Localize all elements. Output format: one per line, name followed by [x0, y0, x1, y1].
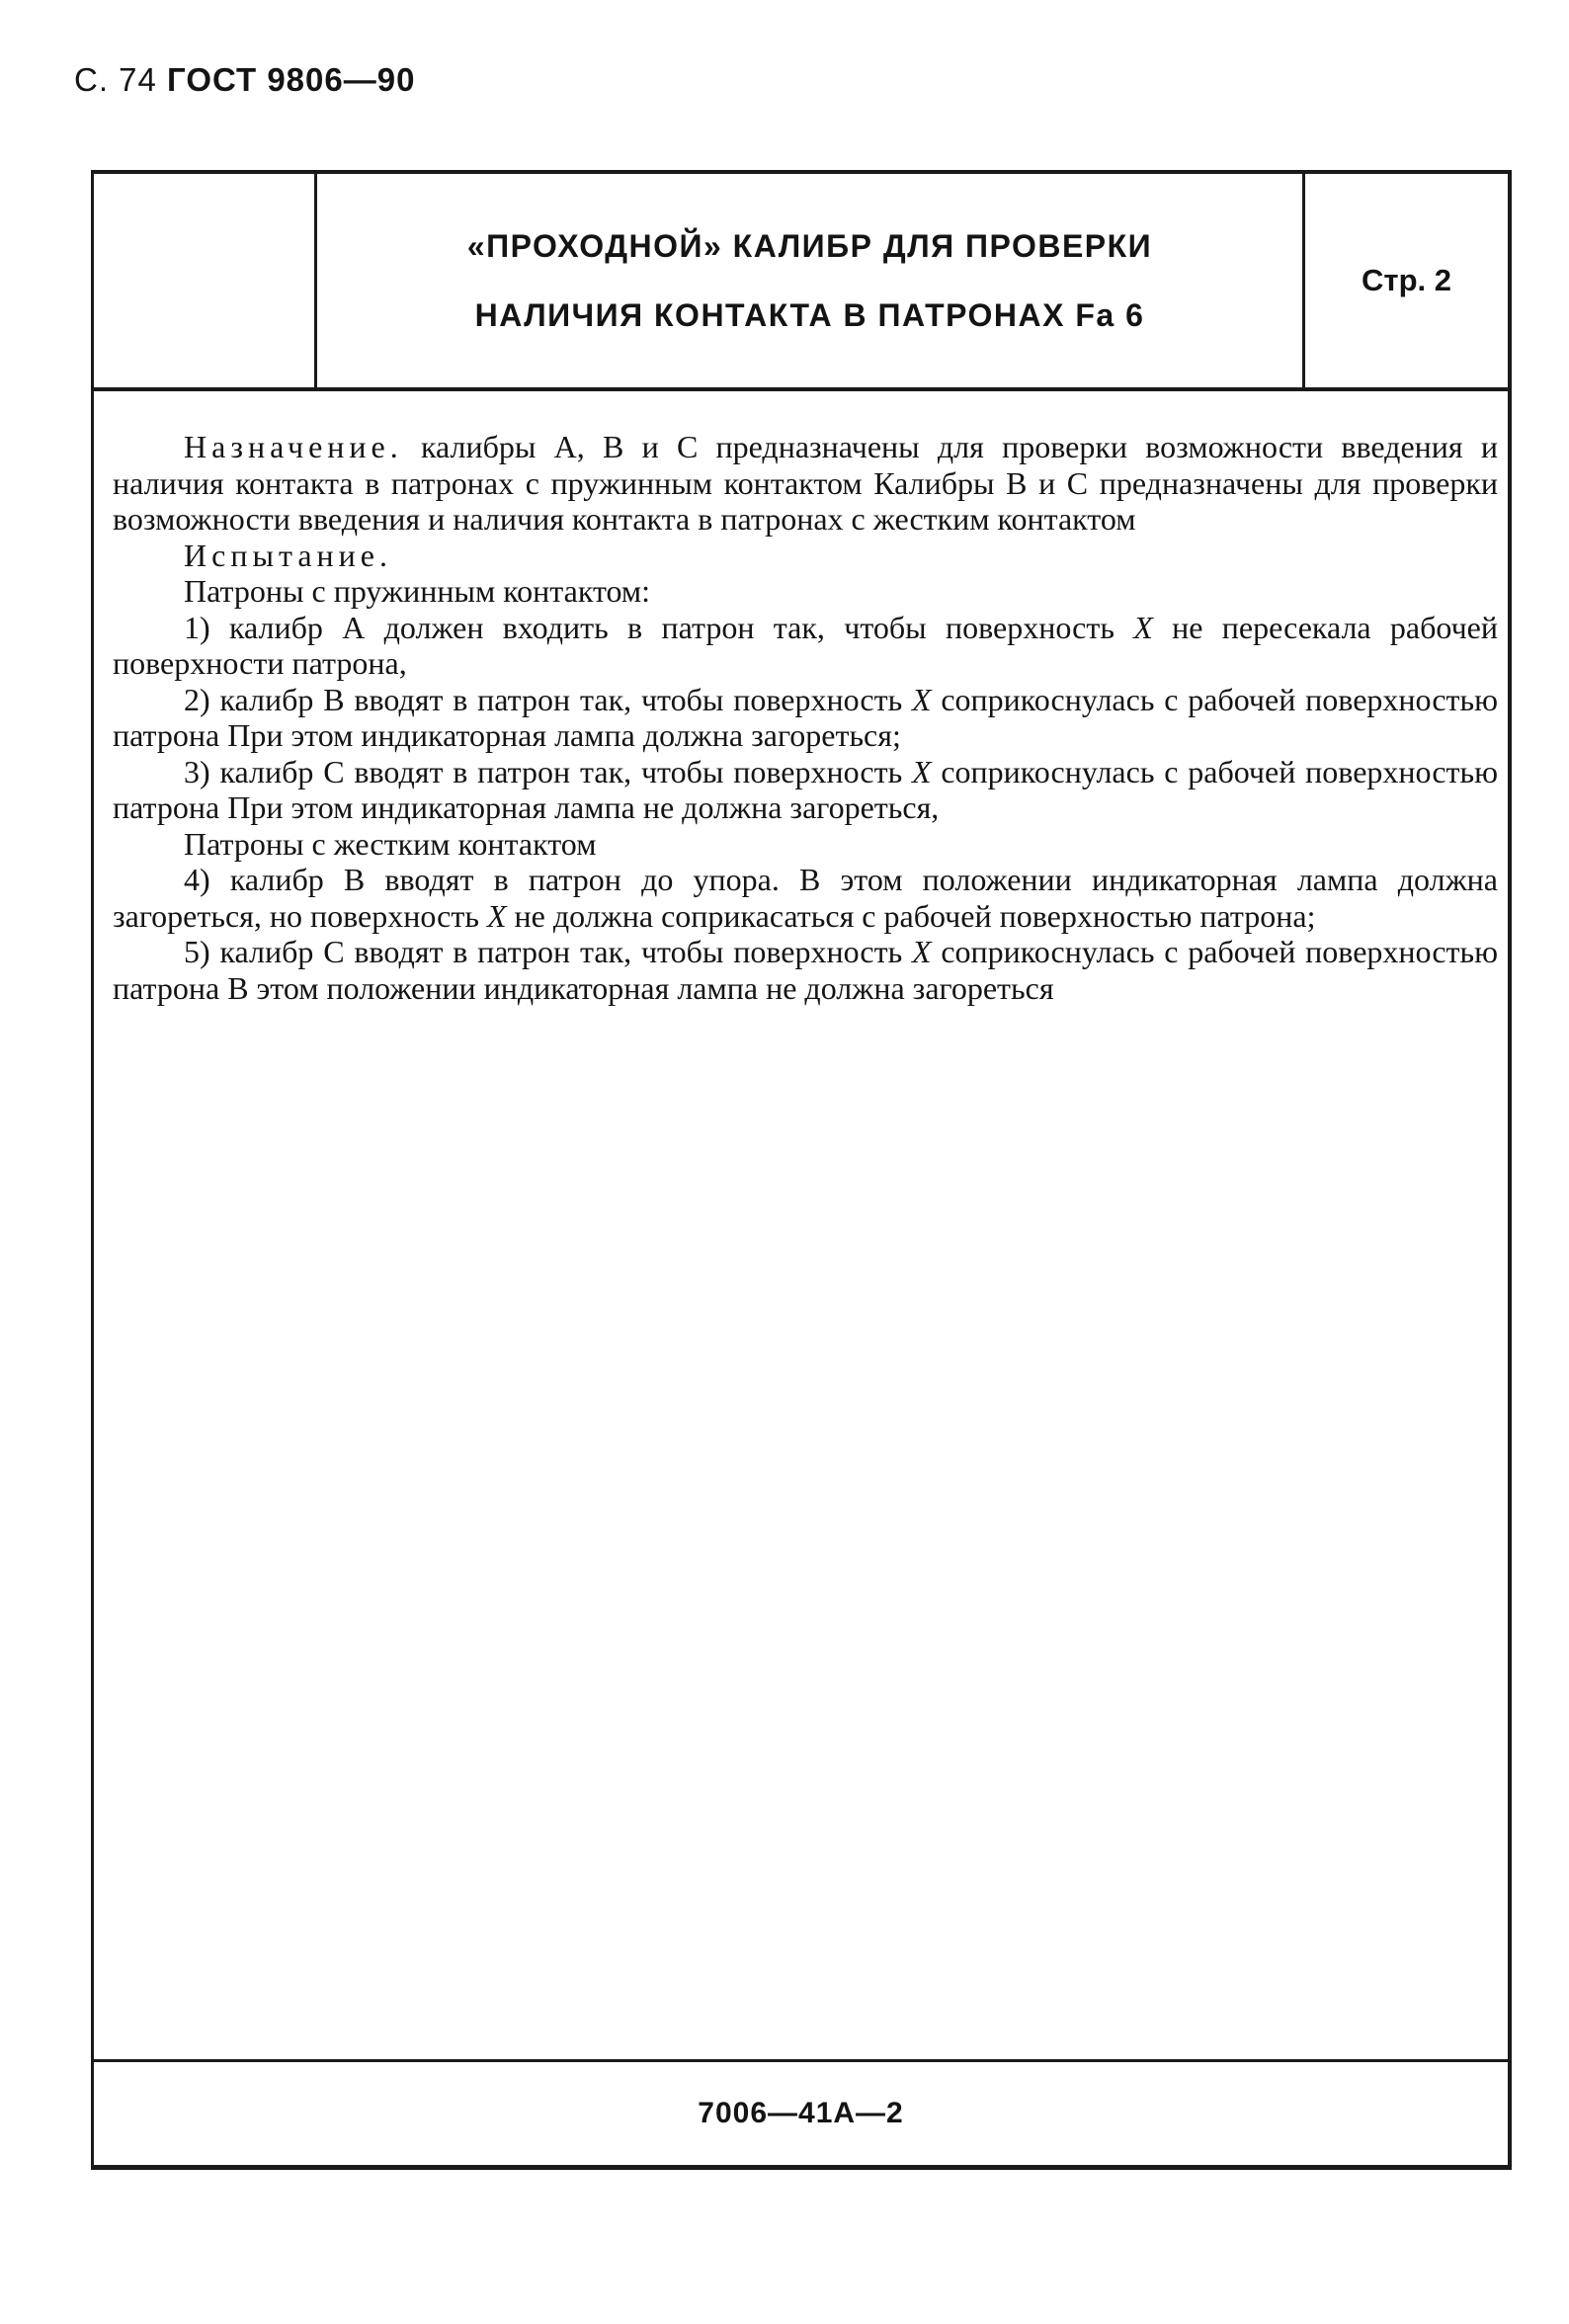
title-line-2: НАЛИЧИЯ КОНТАКТА В ПАТРОНАХ Fa 6 — [474, 297, 1145, 333]
list-item-3-text-a: 3) калибр С вводят в патрон так, чтобы поверхность — [184, 753, 912, 789]
document-frame — [91, 170, 1512, 2170]
test-label-paragraph — [113, 538, 1498, 574]
surface-variable: X — [911, 934, 932, 969]
title-cell — [317, 174, 1305, 387]
list-item-3 — [113, 754, 1498, 826]
list-item-2-text-b: соприкоснулась с рабочей поверхностью патрона При этом индикаторная лампа должна загореться; — [113, 681, 1499, 753]
list-item-2-text-a: 2) калибр В вводят в патрон так, чтобы поверхность — [184, 681, 912, 717]
list-item-3-text-b: соприкоснулась с рабочей поверхностью патрона При этом индикаторная лампа не должна загореться, — [113, 753, 1499, 825]
surface-variable: X — [911, 753, 932, 789]
surface-variable: X — [911, 681, 932, 717]
test-label: Испытание. — [184, 537, 392, 573]
list-item-4-text-a: 4) калибр В вводят в патрон до упора. В этом положении индикаторная лампа должна загореться, но поверхность — [113, 862, 1498, 934]
list-item-4 — [113, 862, 1498, 934]
purpose-text: калибры А, В и С предназначены для проверки возможности введения и наличия контакта в патронах с пружинным контактом Калибры В и С предназначены для проверки возможности введения и наличия контакта в патронах с жестким контактом — [113, 429, 1498, 537]
list-item-1-text-a: 1) калибр А должен входить в патрон так, чтобы поверхность — [184, 609, 1134, 645]
page-header — [74, 61, 415, 99]
list-item-2 — [113, 682, 1498, 754]
spring-contact-heading: Патроны с пружинным контактом: — [184, 573, 651, 609]
list-item-5 — [113, 934, 1498, 1006]
list-item-4-text-b: не должна соприкасаться с рабочей поверхностью патрона; — [506, 897, 1316, 934]
purpose-label: Назначение. — [184, 429, 403, 464]
list-item-1-text-b: не пересекала рабочей поверхности патрона, — [113, 609, 1499, 681]
list-item-1 — [113, 610, 1498, 682]
purpose-paragraph — [113, 429, 1498, 538]
title-blank-cell — [94, 174, 317, 387]
title-block — [94, 174, 1508, 391]
rigid-contact-heading: Патроны с жестким контактом — [184, 825, 597, 862]
list-item-5-text-b: соприкоснулась с рабочей поверхностью патрона В этом положении индикаторная лампа не должна загореться — [113, 934, 1499, 1006]
footer-code: 7006—41А—2 — [698, 2097, 904, 2129]
list-item-5-text-a: 5) калибр С вводят в патрон так, чтобы поверхность — [184, 934, 912, 969]
page-number: С. 74 — [74, 61, 157, 98]
surface-variable: X — [1133, 609, 1153, 645]
title-line-1: «ПРОХОДНОЙ» КАЛИБР ДЛЯ ПРОВЕРКИ — [466, 228, 1153, 264]
footer-block — [94, 2059, 1508, 2165]
sheet-number: Стр. 2 — [1362, 263, 1451, 297]
standard-code: ГОСТ 9806—90 — [167, 61, 416, 98]
body-text — [113, 429, 1498, 1006]
surface-variable: X — [486, 897, 507, 934]
